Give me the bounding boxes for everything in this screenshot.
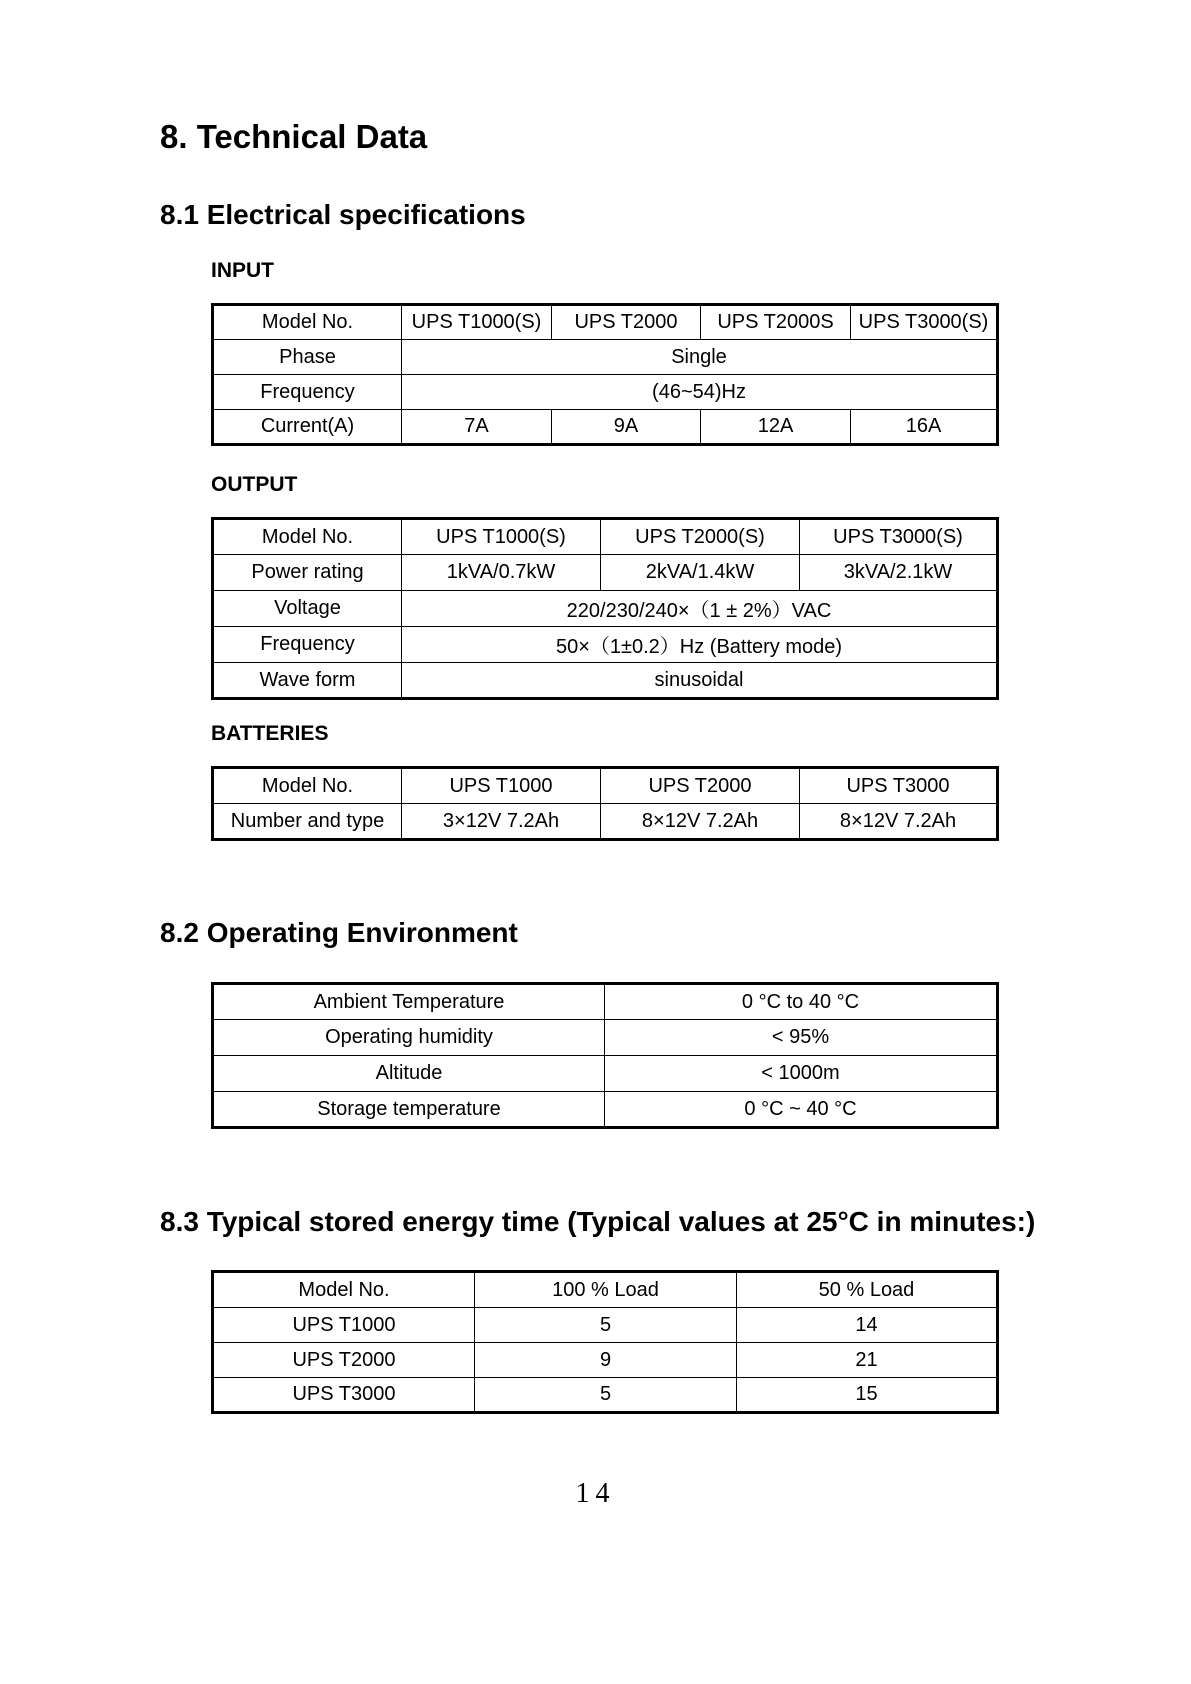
table-cell: Frequency xyxy=(213,375,402,410)
table-cell: 14 xyxy=(737,1308,998,1343)
table-cell: UPS T1000 xyxy=(402,768,601,804)
table-cell: Ambient Temperature xyxy=(213,984,605,1020)
table-row xyxy=(213,1020,998,1056)
table-cell: Storage temperature xyxy=(213,1092,605,1128)
table-cell: UPS T2000(S) xyxy=(601,519,800,555)
page-title: 8. Technical Data xyxy=(160,118,428,155)
table-cell: Model No. xyxy=(213,1272,475,1308)
input-label: INPUT xyxy=(211,259,274,282)
table-cell: 50×（1±0.2）Hz (Battery mode) xyxy=(402,627,998,663)
table-cell: UPS T3000 xyxy=(213,1378,475,1413)
table-cell: Frequency xyxy=(213,627,402,663)
table-cell: sinusoidal xyxy=(402,663,998,699)
table-row xyxy=(213,591,998,627)
batteries-table xyxy=(211,766,999,841)
table-cell: (46~54)Hz xyxy=(402,375,998,410)
table-row xyxy=(213,663,998,699)
table-cell: 100 % Load xyxy=(475,1272,737,1308)
table-row xyxy=(213,768,998,804)
table-cell: Altitude xyxy=(213,1056,605,1092)
table-cell: 9 xyxy=(475,1343,737,1378)
table-cell: Single xyxy=(402,340,998,375)
environment-table xyxy=(211,982,999,1129)
table-cell: Model No. xyxy=(213,519,402,555)
table-cell: 5 xyxy=(475,1308,737,1343)
section-heading-environment: 8.2 Operating Environment xyxy=(160,917,518,948)
table-row xyxy=(213,519,998,555)
table-row xyxy=(213,1308,998,1343)
table-cell: 8×12V 7.2Ah xyxy=(800,804,998,840)
table-cell: 2kVA/1.4kW xyxy=(601,555,800,591)
table-row xyxy=(213,410,998,445)
table-cell: Model No. xyxy=(213,305,402,340)
output-label: OUTPUT xyxy=(211,473,298,496)
table-cell: 220/230/240×（1 ± 2%）VAC xyxy=(402,591,998,627)
table-cell: 7A xyxy=(402,410,552,445)
table-cell: Number and type xyxy=(213,804,402,840)
table-cell: 15 xyxy=(737,1378,998,1413)
table-row xyxy=(213,375,998,410)
table-cell: UPS T1000(S) xyxy=(402,305,552,340)
table-row xyxy=(213,984,998,1020)
table-row xyxy=(213,1056,998,1092)
table-row xyxy=(213,804,998,840)
table-row xyxy=(213,305,998,340)
table-cell: 21 xyxy=(737,1343,998,1378)
table-row xyxy=(213,1378,998,1413)
table-cell: UPS T2000 xyxy=(213,1343,475,1378)
batteries-label: BATTERIES xyxy=(211,722,329,745)
table-cell: Wave form xyxy=(213,663,402,699)
table-cell: UPS T2000S xyxy=(701,305,851,340)
table-cell: Current(A) xyxy=(213,410,402,445)
table-cell: 0 °C ~ 40 °C xyxy=(605,1092,998,1128)
table-cell: Phase xyxy=(213,340,402,375)
table-row xyxy=(213,555,998,591)
table-cell: 9A xyxy=(552,410,701,445)
table-row xyxy=(213,627,998,663)
table-cell: < 1000m xyxy=(605,1056,998,1092)
table-cell: 50 % Load xyxy=(737,1272,998,1308)
table-cell: < 95% xyxy=(605,1020,998,1056)
table-row xyxy=(213,1343,998,1378)
page-number: 14 xyxy=(575,1478,616,1509)
table-cell: UPS T1000 xyxy=(213,1308,475,1343)
table-cell: 5 xyxy=(475,1378,737,1413)
table-cell: Voltage xyxy=(213,591,402,627)
table-row xyxy=(213,1272,998,1308)
table-cell: 12A xyxy=(701,410,851,445)
table-row xyxy=(213,340,998,375)
table-cell: 3kVA/2.1kW xyxy=(800,555,998,591)
table-cell: Operating humidity xyxy=(213,1020,605,1056)
table-cell: 1kVA/0.7kW xyxy=(402,555,601,591)
table-cell: Power rating xyxy=(213,555,402,591)
energy-table xyxy=(211,1270,999,1414)
table-cell: UPS T3000(S) xyxy=(851,305,998,340)
table-cell: 8×12V 7.2Ah xyxy=(601,804,800,840)
section-heading-electrical: 8.1 Electrical specifications xyxy=(160,199,526,230)
table-cell: 16A xyxy=(851,410,998,445)
table-cell: UPS T3000(S) xyxy=(800,519,998,555)
section-heading-energy: 8.3 Typical stored energy time (Typical values at 25°C in minutes:) xyxy=(160,1206,1036,1237)
table-cell: 0 °C to 40 °C xyxy=(605,984,998,1020)
table-cell: 3×12V 7.2Ah xyxy=(402,804,601,840)
table-cell: UPS T3000 xyxy=(800,768,998,804)
table-row xyxy=(213,1092,998,1128)
table-cell: Model No. xyxy=(213,768,402,804)
table-cell: UPS T2000 xyxy=(552,305,701,340)
input-table xyxy=(211,303,999,446)
table-cell: UPS T1000(S) xyxy=(402,519,601,555)
output-table xyxy=(211,517,999,700)
table-cell: UPS T2000 xyxy=(601,768,800,804)
